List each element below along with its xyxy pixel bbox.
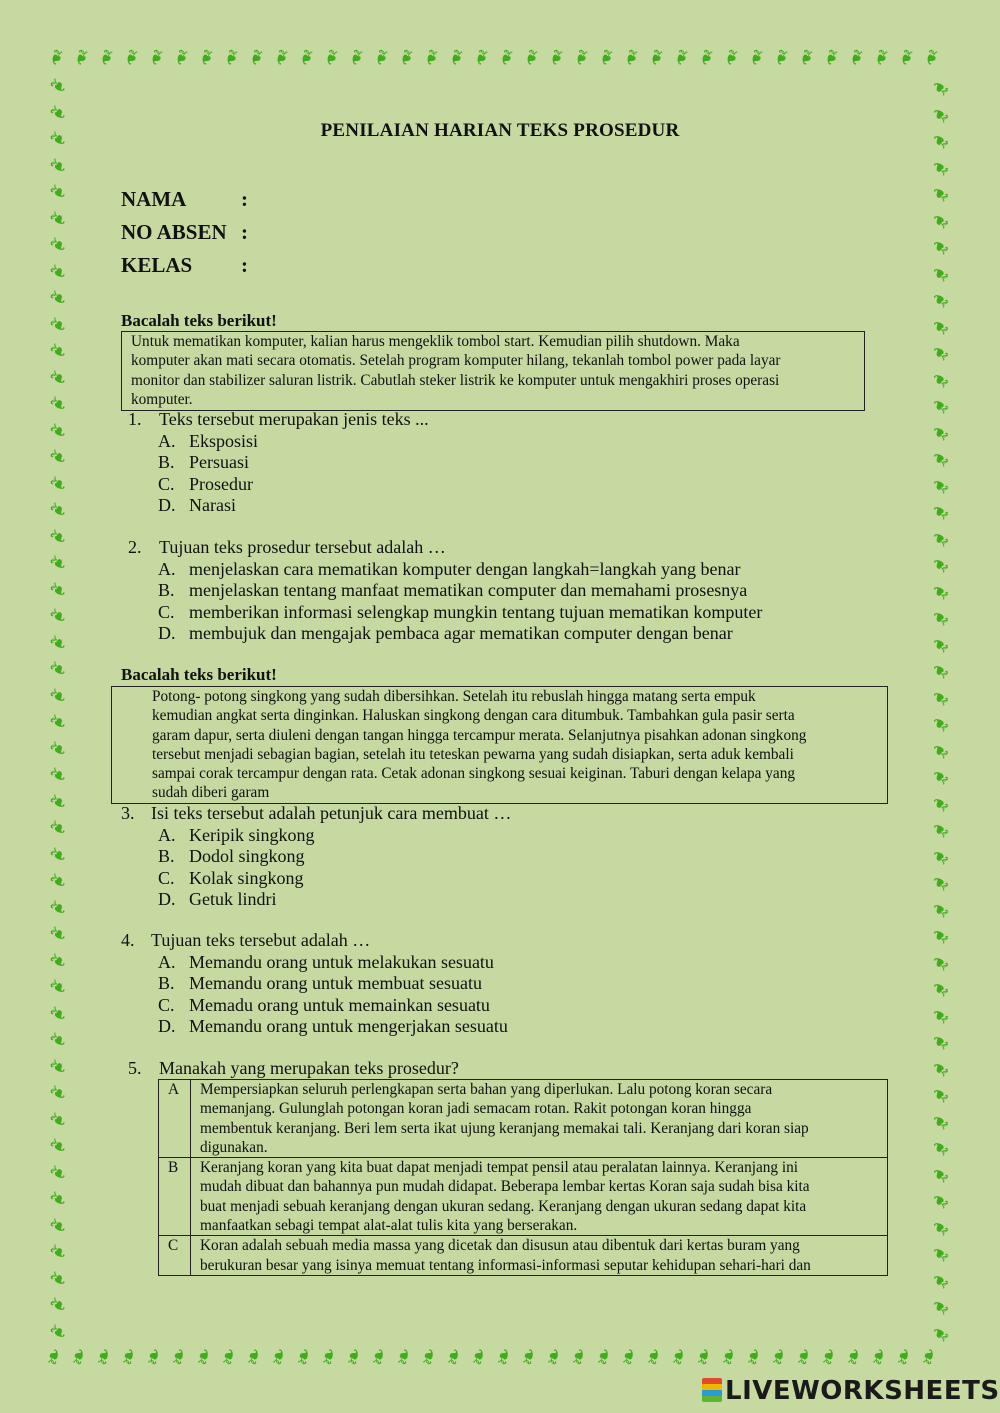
leaf-icon: ❧ xyxy=(926,177,956,209)
leaf-icon: ❧ xyxy=(926,1105,956,1137)
leaf-icon: ❧ xyxy=(43,1316,72,1348)
option-text: memberikan informasi selengkap mungkin tentang tujuan mematikan komputer xyxy=(189,601,763,622)
leaf-icon: ❧ xyxy=(43,203,72,235)
option-c[interactable] xyxy=(158,995,758,1016)
leaf-icon: ❧ xyxy=(43,1104,72,1136)
passage-line: sampai corak tercampur dengan rata. Cetak adonan singkong sesuai keiginan. Taburi dengan kelapa yang xyxy=(152,765,796,783)
leaf-icon: ❧ xyxy=(216,45,245,69)
leaf-icon: ❧ xyxy=(43,150,72,182)
leaf-icon: ❧ xyxy=(565,1345,594,1369)
answer-row-c[interactable] xyxy=(159,1236,888,1276)
leaf-icon: ❧ xyxy=(43,415,72,447)
leaf-icon: ❧ xyxy=(43,919,72,951)
leaf-icon: ❧ xyxy=(615,1345,644,1369)
leaf-icon: ❧ xyxy=(43,1078,72,1110)
leaf-icon: ❧ xyxy=(926,1025,956,1057)
passage-line: garam dapur, serta diuleni dengan tangan hingga tercampur merata. Selanjutnya pisahkan adonan singkong xyxy=(152,726,807,744)
leaf-icon: ❧ xyxy=(665,1345,694,1369)
leaf-icon: ❧ xyxy=(891,45,920,69)
leaf-icon: ❧ xyxy=(191,45,220,69)
option-text: Persuasi xyxy=(189,452,249,473)
leaf-icon: ❧ xyxy=(43,256,72,288)
leaf-icon: ❧ xyxy=(790,1345,819,1369)
leaf-icon: ❧ xyxy=(43,1131,72,1163)
leaf-icon: ❧ xyxy=(43,892,72,924)
option-letter: A. xyxy=(158,825,176,845)
leaf-icon: ❧ xyxy=(926,283,956,315)
answer-line: membentuk keranjang. Beri lem serta ikat ujung keranjang memakai tali. Keranjang dari koran siap xyxy=(200,1119,809,1137)
option-letter: B. xyxy=(158,973,175,994)
leaf-icon: ❧ xyxy=(765,1345,794,1369)
leaf-icon: ❧ xyxy=(43,654,72,686)
leaf-icon: ❧ xyxy=(465,1345,494,1369)
leaf-icon: ❧ xyxy=(43,866,72,898)
option-text: menjelaskan cara mematikan komputer dengan langkah=langkah yang benar xyxy=(189,559,741,579)
leaf-icon: ❧ xyxy=(141,45,170,69)
leaf-icon: ❧ xyxy=(266,45,295,69)
leaf-icon: ❧ xyxy=(365,1345,394,1369)
option-a[interactable] xyxy=(158,431,758,452)
leaf-icon: ❧ xyxy=(926,1158,956,1190)
leaf-icon: ❧ xyxy=(926,204,956,236)
leaf-icon: ❧ xyxy=(691,45,720,69)
passage-line: komputer. xyxy=(131,390,193,408)
leaf-icon: ❧ xyxy=(43,813,72,845)
leaf-icon: ❧ xyxy=(515,1345,544,1369)
question-text: Tujuan teks tersebut adalah … xyxy=(151,930,371,950)
option-d[interactable] xyxy=(158,889,758,910)
leaf-icon: ❧ xyxy=(43,1263,72,1295)
option-letter: A. xyxy=(158,559,176,579)
option-letter: D. xyxy=(158,889,176,910)
leaf-icon: ❧ xyxy=(43,760,72,792)
option-letter: D. xyxy=(158,1016,176,1037)
leaf-icon: ❧ xyxy=(66,45,95,69)
leaf-icon: ❧ xyxy=(43,1210,72,1242)
passage-line: sudah diberi garam xyxy=(152,784,270,802)
option-letter: B. xyxy=(158,846,175,867)
option-text: Kolak singkong xyxy=(189,867,304,888)
section1-passage xyxy=(121,331,865,411)
option-text: membujuk dan mengajak pembaca agar mematikan computer dengan benar xyxy=(189,623,733,644)
absen-field xyxy=(121,220,248,245)
option-text: Memadu orang untuk memainkan sesuatu xyxy=(189,994,490,1015)
leaf-icon: ❧ xyxy=(926,442,956,474)
leaf-icon: ❧ xyxy=(315,1345,344,1369)
question-number: 5. xyxy=(128,1058,142,1078)
leaf-icon: ❧ xyxy=(43,362,72,394)
leaf-icon: ❧ xyxy=(926,919,956,951)
leaf-icon: ❧ xyxy=(926,469,956,501)
leaf-icon: ❧ xyxy=(341,45,370,69)
leaf-icon: ❧ xyxy=(43,97,72,129)
liveworksheets-logo[interactable] xyxy=(702,1376,1000,1406)
kelas-colon: : xyxy=(241,253,248,277)
leaf-icon: ❧ xyxy=(926,946,956,978)
leaf-icon: ❧ xyxy=(590,1345,619,1369)
leaf-icon: ❧ xyxy=(926,416,956,448)
leaf-icon: ❧ xyxy=(926,813,956,845)
leaf-icon: ❧ xyxy=(91,45,120,69)
option-b[interactable] xyxy=(158,973,758,994)
kelas-label: KELAS xyxy=(121,253,193,277)
leaf-icon: ❧ xyxy=(116,45,145,69)
answer-line: manfaatkan sebagi tempat alat-alat tulis kita yang berserakan. xyxy=(200,1217,578,1235)
leaf-icon: ❧ xyxy=(926,1211,956,1243)
answer-text xyxy=(191,1080,888,1158)
leaf-icon: ❧ xyxy=(926,787,956,819)
leaf-icon: ❧ xyxy=(491,45,520,69)
leaf-icon: ❧ xyxy=(591,45,620,69)
option-text: menjelaskan tentang manfaat mematikan computer dan memahami prosesnya xyxy=(189,580,748,601)
leaf-icon: ❧ xyxy=(43,1051,72,1083)
leaf-icon: ❧ xyxy=(926,522,956,554)
option-letter: C. xyxy=(158,601,175,622)
leaf-icon: ❧ xyxy=(926,98,956,130)
leaf-icon: ❧ xyxy=(915,1345,944,1369)
leaf-icon: ❧ xyxy=(265,1345,294,1369)
leaf-icon: ❧ xyxy=(916,45,945,69)
leaf-icon: ❧ xyxy=(926,151,956,183)
leaf-icon: ❧ xyxy=(490,1345,519,1369)
question-number: 3. xyxy=(121,803,135,823)
name-field xyxy=(121,187,248,212)
leaf-icon: ❧ xyxy=(165,1345,194,1369)
leaf-icon: ❧ xyxy=(926,495,956,527)
leaf-icon: ❧ xyxy=(866,45,895,69)
option-text: Eksposisi xyxy=(189,431,259,451)
leaf-icon: ❧ xyxy=(666,45,695,69)
question-number: 1. xyxy=(128,409,142,429)
leaf-icon: ❧ xyxy=(926,336,956,368)
leaf-icon: ❧ xyxy=(43,548,72,580)
leaf-icon: ❧ xyxy=(43,1025,72,1057)
question-number: 2. xyxy=(128,537,142,557)
option-text: Memandu orang untuk membuat sesuatu xyxy=(189,973,482,994)
leaf-icon: ❧ xyxy=(43,124,72,156)
leaf-icon: ❧ xyxy=(115,1345,144,1369)
logo-text: LIVEWORKSHEETS xyxy=(725,1376,1000,1406)
leaf-icon: ❧ xyxy=(926,1264,956,1296)
leaf-icon: ❧ xyxy=(43,574,72,606)
leaf-icon: ❧ xyxy=(43,336,72,368)
option-b[interactable] xyxy=(158,846,758,867)
option-letter: C. xyxy=(158,994,175,1015)
option-text: Keripik singkong xyxy=(189,825,315,845)
option-text: Memandu orang untuk melakukan sesuatu xyxy=(189,952,494,972)
option-a[interactable] xyxy=(158,559,858,580)
leaf-icon: ❧ xyxy=(440,1345,469,1369)
leaf-icon: ❧ xyxy=(926,734,956,766)
passage-line: tersebut menjadi sebagian bagian, setelah itu teteskan pewarna yang sudah disiapkan, serta aduk kembali xyxy=(152,745,794,763)
leaf-icon: ❧ xyxy=(926,1078,956,1110)
answer-line: memanjang. Gulunglah potongan koran jadi semacam rotan. Rakit potongan koran hingga xyxy=(200,1100,752,1118)
leaf-icon: ❧ xyxy=(43,998,72,1030)
leaf-icon: ❧ xyxy=(766,45,795,69)
option-letter: B. xyxy=(158,580,175,601)
question-3-options xyxy=(158,825,758,911)
leaf-icon: ❧ xyxy=(926,1052,956,1084)
leaf-icon: ❧ xyxy=(865,1345,894,1369)
option-c[interactable] xyxy=(158,868,758,889)
answer-line: Koran adalah sebuah media massa yang dicetak dan disusun atau dibentuk dari kertas buram yang xyxy=(200,1237,800,1255)
option-c[interactable] xyxy=(158,474,758,495)
leaf-icon: ❧ xyxy=(415,1345,444,1369)
answer-letter: A xyxy=(159,1080,191,1158)
answer-line: berukuran besar yang isinya memuat tentang informasi-informasi seputar kehidupan sehari-hari dan xyxy=(200,1256,811,1274)
answer-letter: B xyxy=(159,1158,191,1236)
leaf-icon: ❧ xyxy=(926,760,956,792)
leaf-icon: ❧ xyxy=(43,733,72,765)
question-5-answer-table xyxy=(158,1079,888,1276)
question-text: Tujuan teks prosedur tersebut adalah … xyxy=(159,537,446,557)
leaf-icon: ❧ xyxy=(43,230,72,262)
section2-passage xyxy=(111,686,888,804)
leaf-icon: ❧ xyxy=(290,1345,319,1369)
leaf-icon: ❧ xyxy=(43,309,72,341)
leaf-icon: ❧ xyxy=(816,45,845,69)
leaf-icon: ❧ xyxy=(716,45,745,69)
option-letter: B. xyxy=(158,452,175,473)
section2-instruction: Bacalah teks berikut! xyxy=(121,665,277,684)
leaf-icon: ❧ xyxy=(43,283,72,315)
question-5-table-wrap xyxy=(158,1079,888,1276)
page-title: PENILAIAN HARIAN TEKS PROSEDUR xyxy=(320,120,680,141)
question-text: Isi teks tersebut adalah petunjuk cara membuat … xyxy=(151,803,512,823)
kelas-field xyxy=(121,253,248,278)
leaf-icon: ❧ xyxy=(641,45,670,69)
leaf-icon: ❧ xyxy=(366,45,395,69)
leaf-icon: ❧ xyxy=(43,972,72,1004)
question-1-options xyxy=(158,431,758,517)
leaf-icon: ❧ xyxy=(43,945,72,977)
leaf-icon: ❧ xyxy=(926,601,956,633)
option-text: Getuk lindri xyxy=(189,889,277,910)
option-text: Narasi xyxy=(189,495,236,516)
leaf-icon: ❧ xyxy=(540,1345,569,1369)
leaf-icon: ❧ xyxy=(40,1345,69,1369)
leaf-icon: ❧ xyxy=(926,310,956,342)
option-letter: C. xyxy=(158,473,175,494)
leaf-icon: ❧ xyxy=(43,468,72,500)
leaf-icon: ❧ xyxy=(43,680,72,712)
option-d[interactable] xyxy=(158,1016,758,1037)
question-text: Manakah yang merupakan teks prosedur? xyxy=(159,1058,459,1078)
leaf-icon: ❧ xyxy=(240,1345,269,1369)
leaf-icon: ❧ xyxy=(926,230,956,262)
leaf-icon: ❧ xyxy=(43,495,72,527)
leaf-icon: ❧ xyxy=(926,866,956,898)
option-b[interactable] xyxy=(158,452,758,473)
leaf-icon: ❧ xyxy=(690,1345,719,1369)
leaf-icon: ❧ xyxy=(190,1345,219,1369)
leaf-icon: ❧ xyxy=(616,45,645,69)
leaf-icon: ❧ xyxy=(926,575,956,607)
leaf-icon: ❧ xyxy=(840,1345,869,1369)
leaf-icon: ❧ xyxy=(43,786,72,818)
question-number: 4. xyxy=(121,930,135,950)
leaf-icon: ❧ xyxy=(926,124,956,156)
option-b[interactable] xyxy=(158,580,858,601)
leaf-icon: ❧ xyxy=(441,45,470,69)
leaf-icon: ❧ xyxy=(90,1345,119,1369)
leaf-icon: ❧ xyxy=(43,601,72,633)
leaf-icon: ❧ xyxy=(890,1345,919,1369)
option-text: Memandu orang untuk mengerjakan sesuatu xyxy=(189,1016,508,1037)
leaf-icon: ❧ xyxy=(741,45,770,69)
leaf-icon: ❧ xyxy=(166,45,195,69)
option-letter: D. xyxy=(158,623,176,644)
option-c[interactable] xyxy=(158,602,858,623)
leaf-icon: ❧ xyxy=(566,45,595,69)
option-a[interactable] xyxy=(158,952,758,973)
answer-line: mudah dibuat dan bahannya pun mudah didapat. Beberapa lembar kertas Koran saja sudah bisa kita xyxy=(200,1178,810,1196)
leaf-icon: ❧ xyxy=(926,71,956,103)
leaf-icon: ❧ xyxy=(926,681,956,713)
leaf-icon: ❧ xyxy=(43,707,72,739)
leaf-icon: ❧ xyxy=(926,1237,956,1269)
leaf-icon: ❧ xyxy=(926,840,956,872)
leaf-icon: ❧ xyxy=(43,1237,72,1269)
passage-line: komputer akan mati secara otomatis. Setelah program komputer hilang, tekanlah tombol power pada layar xyxy=(131,352,781,370)
option-letter: C. xyxy=(158,867,175,888)
leaf-icon: ❧ xyxy=(926,1131,956,1163)
option-d[interactable] xyxy=(158,623,858,644)
answer-line: Mempersiapkan seluruh perlengkapan serta bahan yang diperlukan. Lalu potong koran secara xyxy=(200,1081,773,1098)
passage-line: kemudian angkat serta dinginkan. Haluskan singkong dengan cara ditumbuk. Tambahkan gula pasir serta xyxy=(152,707,795,725)
leaf-icon: ❧ xyxy=(43,389,72,421)
absen-colon: : xyxy=(241,220,248,244)
answer-letter: C xyxy=(159,1236,191,1276)
answer-line: digunakan. xyxy=(200,1138,268,1156)
name-colon: : xyxy=(241,187,248,211)
leaf-icon: ❧ xyxy=(926,363,956,395)
leaf-icon: ❧ xyxy=(926,1184,956,1216)
leaf-icon: ❧ xyxy=(640,1345,669,1369)
leaf-icon: ❧ xyxy=(841,45,870,69)
leaf-icon: ❧ xyxy=(926,707,956,739)
answer-row-a[interactable] xyxy=(159,1080,888,1158)
leaf-icon: ❧ xyxy=(215,1345,244,1369)
leaf-icon: ❧ xyxy=(416,45,445,69)
leaf-icon: ❧ xyxy=(926,1317,956,1349)
answer-line: buat menjadi sebuah keranjang dengan ukuran sedang. Keranjang dengan ukuran sedang dapat kita xyxy=(200,1197,807,1215)
leaf-icon: ❧ xyxy=(316,45,345,69)
option-d[interactable] xyxy=(158,495,758,516)
leaf-icon: ❧ xyxy=(740,1345,769,1369)
passage-line: monitor dan stabilizer saluran listrik. Cabutlah steker listrik ke komputer untuk mengakhiri proses operasi xyxy=(131,371,780,389)
option-letter: D. xyxy=(158,495,176,516)
leaf-icon: ❧ xyxy=(391,45,420,69)
question-4-options xyxy=(158,952,758,1038)
leaf-icon: ❧ xyxy=(43,627,72,659)
leaf-icon: ❧ xyxy=(41,45,70,69)
leaf-icon: ❧ xyxy=(291,45,320,69)
leaf-icon: ❧ xyxy=(43,177,72,209)
leaf-icon: ❧ xyxy=(43,1290,72,1322)
leaf-icon: ❧ xyxy=(390,1345,419,1369)
leaf-icon: ❧ xyxy=(926,893,956,925)
option-letter: A. xyxy=(158,952,176,972)
leaf-icon: ❧ xyxy=(43,839,72,871)
option-letter: A. xyxy=(158,431,176,451)
leaf-icon: ❧ xyxy=(715,1345,744,1369)
absen-label: NO ABSEN xyxy=(121,220,227,244)
section1-instruction: Bacalah teks berikut! xyxy=(121,311,277,330)
name-label: NAMA xyxy=(121,187,187,211)
leaf-icon: ❧ xyxy=(926,548,956,580)
leaf-icon: ❧ xyxy=(43,1184,72,1216)
leaf-icon: ❧ xyxy=(43,1157,72,1189)
answer-row-b[interactable] xyxy=(159,1158,888,1236)
leaf-icon: ❧ xyxy=(43,521,72,553)
answer-text xyxy=(191,1236,888,1276)
leaf-icon: ❧ xyxy=(926,972,956,1004)
option-a[interactable] xyxy=(158,825,758,846)
option-text: Prosedur xyxy=(189,473,253,494)
leaf-icon: ❧ xyxy=(926,1290,956,1322)
question-text: Teks tersebut merupakan jenis teks ... xyxy=(159,409,429,429)
leaf-icon: ❧ xyxy=(791,45,820,69)
leaf-icon: ❧ xyxy=(541,45,570,69)
leaf-icon: ❧ xyxy=(926,257,956,289)
logo-badge-icon xyxy=(702,1378,722,1402)
leaf-icon: ❧ xyxy=(65,1345,94,1369)
question-2-options xyxy=(158,559,858,645)
leaf-icon: ❧ xyxy=(43,71,72,103)
leaf-icon: ❧ xyxy=(926,654,956,686)
leaf-icon: ❧ xyxy=(926,628,956,660)
leaf-icon: ❧ xyxy=(43,442,72,474)
leaf-icon: ❧ xyxy=(140,1345,169,1369)
leaf-icon: ❧ xyxy=(466,45,495,69)
answer-text xyxy=(191,1158,888,1236)
answer-line: Keranjang koran yang kita buat dapat menjadi tempat pensil atau peralatan lainnya. Keranjang ini xyxy=(200,1159,799,1177)
option-text: Dodol singkong xyxy=(189,846,305,867)
leaf-icon: ❧ xyxy=(340,1345,369,1369)
leaf-icon: ❧ xyxy=(926,389,956,421)
leaf-icon: ❧ xyxy=(241,45,270,69)
leaf-icon: ❧ xyxy=(926,999,956,1031)
leaf-icon: ❧ xyxy=(815,1345,844,1369)
passage-line: Untuk mematikan komputer, kalian harus mengeklik tombol start. Kemudian pilih shutdown. Maka xyxy=(131,333,740,350)
leaf-icon: ❧ xyxy=(516,45,545,69)
passage-line: Potong- potong singkong yang sudah dibersihkan. Setelah itu rebuslah hingga matang serta empuk xyxy=(152,688,756,705)
